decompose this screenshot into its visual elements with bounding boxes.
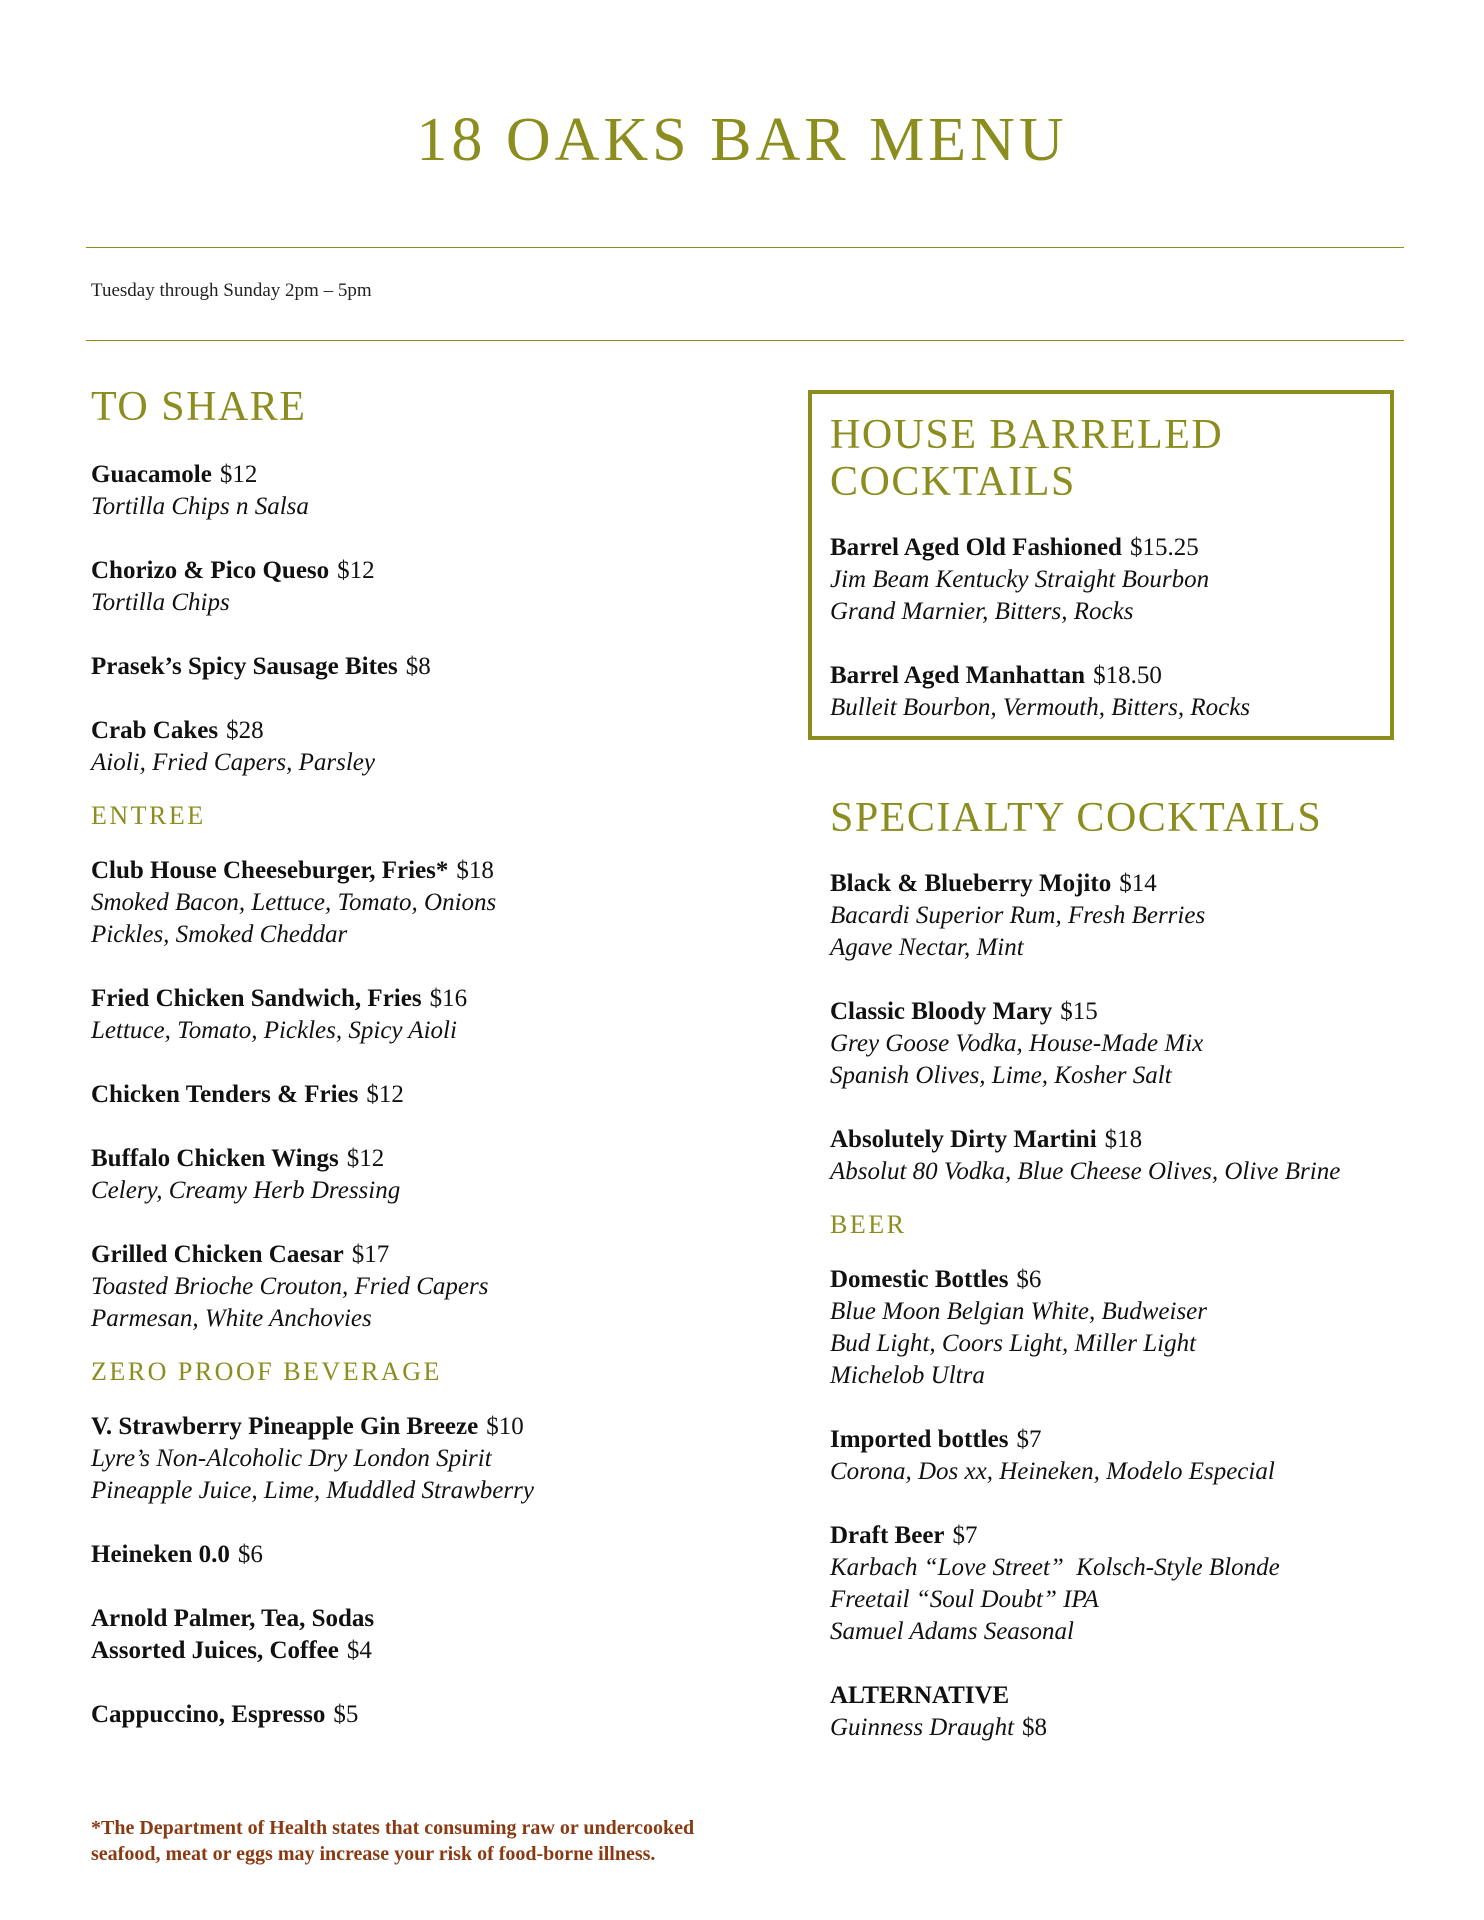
item-price: $15.25: [1129, 534, 1199, 562]
item-desc: Lyre’s Non-Alcoholic Dry London Spirit: [91, 1445, 492, 1473]
heading-line: COCKTAILS: [830, 459, 1076, 506]
right-column: [830, 795, 1400, 1744]
menu-item: [91, 1699, 771, 1731]
item-name: Barrel Aged Old Fashioned: [830, 534, 1122, 562]
item-desc: Toasted Brioche Crouton, Fried Capers: [91, 1273, 489, 1301]
health-warning: *The Department of Health states that consuming raw or undercooked seafood, meat or eggs may increase your risk of food-borne illness.: [91, 1817, 695, 1865]
item-desc: Bud Light, Coors Light, Miller Light: [830, 1330, 1197, 1358]
menu-item: [830, 996, 1400, 1092]
item-name: Barrel Aged Manhattan: [830, 662, 1086, 690]
item-price: $14: [1119, 870, 1157, 898]
item-price: $16: [429, 985, 468, 1013]
item-desc: Tortilla Chips: [91, 589, 230, 617]
item-name: ALTERNATIVE: [830, 1682, 1010, 1710]
item-price: $4: [346, 1637, 372, 1665]
house-barreled-section: [830, 412, 1390, 724]
zero-proof-heading: ZERO PROOF BEVERAGE: [91, 1357, 442, 1387]
item-name: Chorizo & Pico Queso: [91, 557, 330, 585]
item-desc: Jim Beam Kentucky Straight Bourbon: [830, 566, 1210, 594]
item-desc: Guinness Draught: [830, 1714, 1015, 1742]
item-price: $28: [226, 717, 264, 745]
menu-item: [830, 1520, 1400, 1648]
item-price: $12: [219, 461, 258, 489]
item-name: Club House Cheeseburger, Fries*: [91, 857, 449, 885]
menu-title: 18 OAKS BAR MENU: [416, 106, 1068, 174]
menu-item: [91, 1079, 771, 1111]
item-price: $12: [366, 1081, 404, 1109]
item-price: $5: [333, 1701, 359, 1729]
item-name: Buffalo Chicken Wings: [91, 1145, 339, 1173]
item-price: $8: [1022, 1714, 1048, 1742]
item-price: $12: [337, 557, 375, 585]
item-price: $6: [237, 1541, 263, 1569]
item-name: V. Strawberry Pineapple Gin Breeze: [91, 1413, 479, 1441]
item-price: $18: [456, 857, 494, 885]
house-barreled-heading: [830, 412, 1390, 506]
item-price: $15: [1060, 998, 1098, 1026]
menu-item: [91, 651, 771, 683]
menu-item: [830, 1424, 1400, 1488]
item-name: Fried Chicken Sandwich, Fries: [91, 985, 422, 1013]
item-desc: Bulleit Bourbon, Vermouth, Bitters, Rocks: [830, 694, 1251, 722]
item-name: Chicken Tenders & Fries: [91, 1081, 359, 1109]
item-desc: Smoked Bacon, Lettuce, Tomato, Onions: [91, 889, 497, 917]
item-desc: Absolut 80 Vodka, Blue Cheese Olives, Olive Brine: [830, 1158, 1341, 1186]
menu-item: [91, 1411, 771, 1507]
item-price: $7: [952, 1522, 978, 1550]
menu-item: [91, 715, 771, 779]
entree-heading: ENTREE: [91, 801, 206, 831]
item-desc: Blue Moon Belgian White, Budweiser: [830, 1298, 1208, 1326]
hours-divider: [86, 340, 1404, 341]
item-name: Black & Blueberry Mojito: [830, 870, 1112, 898]
menu-item: [830, 532, 1390, 628]
item-price: $6: [1016, 1266, 1042, 1294]
item-desc: Pickles, Smoked Cheddar: [91, 921, 348, 949]
menu-item: [91, 1143, 771, 1207]
item-desc: Aioli, Fried Capers, Parsley: [91, 749, 375, 777]
beer-heading: BEER: [830, 1210, 907, 1240]
item-desc: Celery, Creamy Herb Dressing: [91, 1177, 401, 1205]
to-share-heading: TO SHARE: [91, 384, 307, 430]
item-price: $8: [405, 653, 431, 681]
item-name: Domestic Bottles: [830, 1266, 1009, 1294]
menu-item: [830, 868, 1400, 964]
item-price: $18.50: [1093, 662, 1162, 690]
menu-item: [91, 459, 771, 523]
menu-item: [830, 1124, 1400, 1188]
item-name: Prasek’s Spicy Sausage Bites: [91, 653, 398, 681]
item-price: $10: [486, 1413, 524, 1441]
item-desc: Karbach “Love Street” Kolsch-Style Blonde: [830, 1554, 1280, 1582]
item-name: Arnold Palmer, Tea, Sodas: [91, 1605, 375, 1633]
item-desc: Bacardi Superior Rum, Fresh Berries: [830, 902, 1206, 930]
menu-item: [91, 1239, 771, 1335]
hours-text: Tuesday through Sunday 2pm – 5pm: [91, 280, 372, 301]
item-desc: Lettuce, Tomato, Pickles, Spicy Aioli: [91, 1017, 457, 1045]
item-name: Grilled Chicken Caesar: [91, 1241, 344, 1269]
menu-item: [830, 660, 1390, 724]
item-desc: Michelob Ultra: [830, 1362, 985, 1390]
item-price: $7: [1016, 1426, 1042, 1454]
menu-item: [91, 983, 771, 1047]
item-desc: Tortilla Chips n Salsa: [91, 493, 309, 521]
item-desc: Parmesan, White Anchovies: [91, 1305, 372, 1333]
item-price: $12: [346, 1145, 385, 1173]
item-name: Absolutely Dirty Martini: [830, 1126, 1097, 1154]
menu-item: [91, 555, 771, 619]
left-column: [91, 384, 771, 1731]
item-name-line2: Assorted Juices, Coffee: [91, 1637, 339, 1665]
menu-item: [91, 855, 771, 951]
top-divider: [86, 247, 1404, 248]
item-price: $18: [1104, 1126, 1143, 1154]
item-desc: Samuel Adams Seasonal: [830, 1618, 1074, 1646]
item-name: Imported bottles: [830, 1426, 1009, 1454]
item-desc: Grey Goose Vodka, House-Made Mix: [830, 1030, 1204, 1058]
heading-line: HOUSE BARRELED: [830, 412, 1224, 458]
specialty-heading: SPECIALTY COCKTAILS: [830, 795, 1323, 841]
item-name: Classic Bloody Mary: [830, 998, 1053, 1026]
item-desc: Corona, Dos xx, Heineken, Modelo Especial: [830, 1458, 1275, 1486]
item-name: Draft Beer: [830, 1522, 945, 1550]
item-desc: Freetail “Soul Doubt” IPA: [830, 1586, 1099, 1614]
menu-item: [830, 1264, 1400, 1392]
item-desc: Agave Nectar, Mint: [830, 934, 1024, 962]
item-name: Guacamole: [91, 461, 212, 489]
item-name: Cappuccino, Espresso: [91, 1701, 326, 1729]
item-name: Crab Cakes: [91, 717, 219, 745]
item-name: Heineken 0.0: [91, 1541, 230, 1569]
menu-item: [91, 1539, 771, 1571]
item-desc: Pineapple Juice, Lime, Muddled Strawberry: [91, 1477, 534, 1505]
item-desc: Spanish Olives, Lime, Kosher Salt: [830, 1062, 1172, 1090]
item-price: $17: [351, 1241, 390, 1269]
item-desc: Grand Marnier, Bitters, Rocks: [830, 598, 1134, 626]
menu-item: [91, 1603, 771, 1667]
menu-item: [830, 1680, 1400, 1744]
